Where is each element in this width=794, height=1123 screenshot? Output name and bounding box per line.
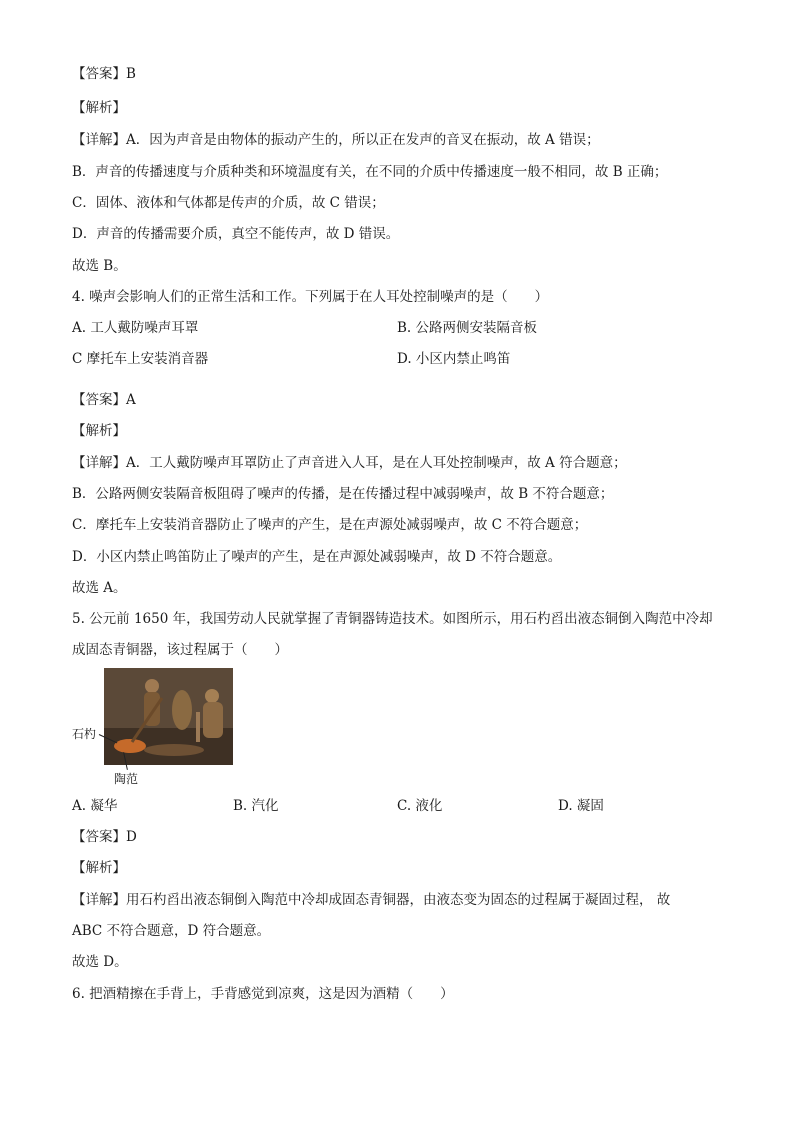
- q5-stem-line-2: 成固态青铜器，该过程属于（ ）: [72, 642, 288, 658]
- answer-tag: 【答案】: [72, 392, 126, 408]
- q5-detail-line-b: ABC 不符合题意，D 符合题意。: [72, 923, 271, 939]
- q5-option-b: B. 汽化: [233, 798, 279, 814]
- q5-option-d: D. 凝固: [558, 798, 604, 814]
- q3-choice: 故选 B。: [72, 258, 127, 274]
- q3-detail-line-b: B．声音的传播速度与介质种类和环境温度有关，在不同的介质中传播速度一般不相同，故 B 正确；: [72, 164, 668, 180]
- bronze-casting-illustration: [104, 668, 233, 765]
- q3-answer-line: [72, 64, 136, 84]
- q3-detail-line-c: C．固体、液体和气体都是传声的介质，故 C 错误；: [72, 195, 385, 211]
- q4-option-c: C 摩托车上安装消音器: [72, 351, 209, 367]
- q4-option-d: D. 小区内禁止鸣笛: [397, 351, 511, 367]
- q5-analysis-tag: 【解析】: [72, 860, 126, 876]
- answer-tag: 【答案】: [72, 66, 126, 82]
- label-mold: 陶范: [114, 772, 139, 786]
- q4-detail-line-a: [72, 453, 627, 473]
- detail-tag: 【详解】: [72, 892, 126, 908]
- q4-detail-line-d: D．小区内禁止鸣笛防止了噪声的产生，是在声源处减弱噪声，故 D 不符合题意。: [72, 549, 562, 565]
- q4-option-a: A. 工人戴防噪声耳罩: [72, 320, 199, 336]
- detail-tag: 【详解】: [72, 132, 126, 148]
- q5-option-a: A. 凝华: [72, 798, 118, 814]
- q4-detail-line-c: C．摩托车上安装消音器防止了噪声的产生，是在声源处减弱噪声，故 C 不符合题意；: [72, 517, 588, 533]
- q5-stem-line-1: 5. 公元前 1650 年，我国劳动人民就掌握了青铜器铸造技术。如图所示，用石杓舀出液态铜倒入陶范中冷却: [72, 611, 713, 627]
- answer-value: A: [126, 392, 136, 408]
- q5-answer-line: [72, 827, 137, 847]
- detail-text: A．因为声音是由物体的振动产生的，所以正在发声的音叉在振动，故 A 错误；: [126, 132, 600, 148]
- answer-value: D: [126, 829, 137, 845]
- bronze-casting-photo: [104, 668, 233, 765]
- q4-choice: 故选 A。: [72, 580, 127, 596]
- q5-detail-line-a: [72, 890, 670, 910]
- label-ladle: 石杓: [72, 727, 97, 741]
- q3-detail-line-d: D．声音的传播需要介质，真空不能传声，故 D 错误。: [72, 226, 400, 242]
- q3-detail-line-a: [72, 130, 600, 150]
- q4-analysis-tag: 【解析】: [72, 423, 126, 439]
- detail-text: 用石杓舀出液态铜倒入陶范中冷却成固态青铜器，由液态变为固态的过程属于凝固过程， 故: [126, 892, 671, 908]
- q4-answer-line: [72, 390, 136, 410]
- q4-detail-line-b: B．公路两侧安装隔音板阻碍了噪声的传播，是在传播过程中减弱噪声，故 B 不符合题意；: [72, 486, 614, 502]
- answer-tag: 【答案】: [72, 829, 126, 845]
- detail-tag: 【详解】: [72, 455, 126, 471]
- q5-option-c: C. 液化: [397, 798, 443, 814]
- q6-stem: 6. 把酒精擦在手背上，手背感觉到凉爽，这是因为酒精（ ）: [72, 986, 454, 1002]
- q3-analysis-tag: 【解析】: [72, 100, 126, 116]
- answer-value: B: [126, 66, 136, 82]
- detail-text: A．工人戴防噪声耳罩防止了声音进入人耳，是在人耳处控制噪声，故 A 符合题意；: [126, 455, 627, 471]
- q4-option-b: B. 公路两侧安装隔音板: [397, 320, 538, 336]
- q4-stem: 4. 噪声会影响人们的正常生活和工作。下列属于在人耳处控制噪声的是（ ）: [72, 289, 549, 305]
- q5-choice: 故选 D。: [72, 954, 128, 970]
